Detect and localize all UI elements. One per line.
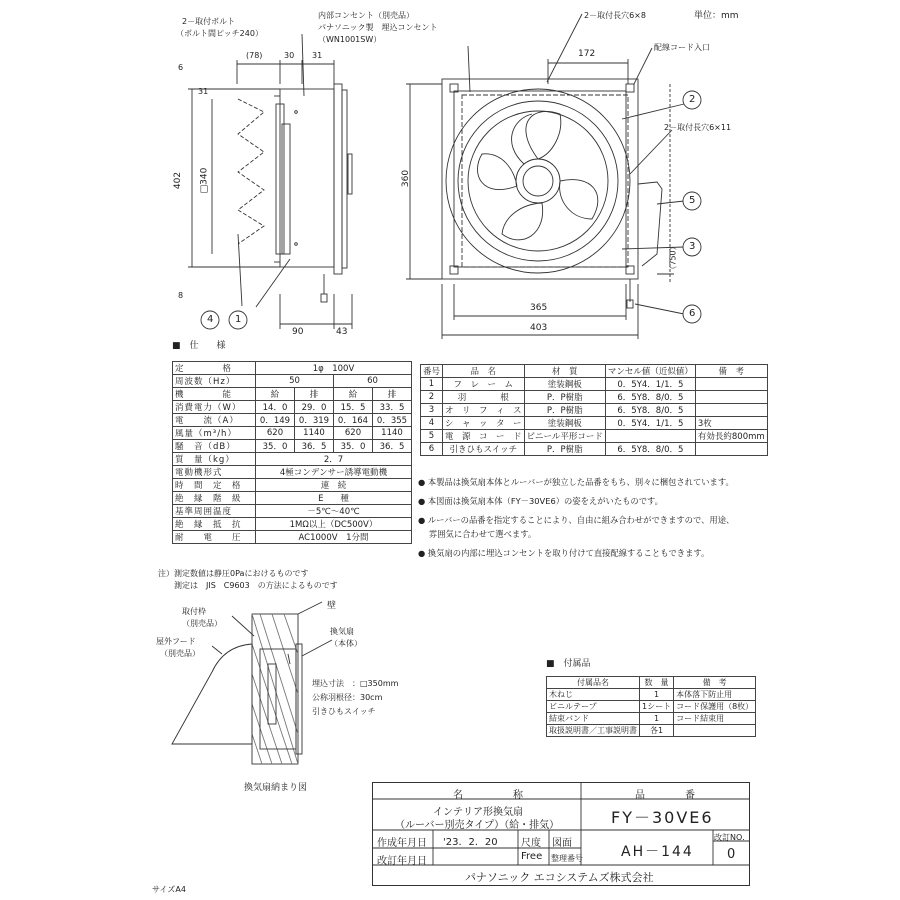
table-row: 2 羽 根 P．P樹脂 6．5Y8．8/0．5 [421, 391, 768, 404]
title-name-line1: インテリア形換気扇 [433, 807, 523, 818]
balloon-5: 5 [689, 195, 696, 206]
title-scale-value: Free [521, 851, 543, 862]
table-row: 電動機形式 4極コンデンサー誘導電動機 [173, 466, 412, 479]
table-row: 6 引きひもスイッチ P．P樹脂 6．5Y8．8/0．5 [421, 443, 768, 456]
table-row: 定 格 1φ 100V [173, 362, 412, 375]
title-company: パナソニック エコシステムズ株式会社 [465, 871, 654, 884]
table-header-row: 付属品名 数 量 備 考 [547, 677, 756, 689]
table-row: 耐 電 圧 AC1000V 1分間 [173, 531, 412, 544]
table-row: 機 能 給 排 給 排 [173, 388, 412, 401]
table-header-row: 番号 品 名 材 質 マンセル値（近似値） 備 考 [421, 365, 768, 378]
title-created-label: 作成年月日 [377, 838, 427, 849]
table-row: 基準周囲温度 －5℃～40℃ [173, 505, 412, 518]
note-3: ● ルーバーの品番を指定することにより、自由に組み合わせができますので、用途、 [418, 515, 735, 525]
table-row: 時 間 定 格 連 続 [173, 479, 412, 492]
balloon-2: 2 [689, 94, 696, 105]
parts-table [420, 364, 768, 456]
table-row: 3 オ リ フ ィ ス P．P樹脂 6．5Y8．8/0．5 [421, 404, 768, 417]
callout-cord-inlet: 配線コード入口 [654, 43, 710, 52]
install-hood-label: 屋外フード [156, 637, 196, 646]
dim-78: (78) [246, 51, 263, 60]
table-row: 絶 縁 抵 抗 1MΩ以上（DC500V） [173, 518, 412, 531]
title-product-label: 品 番 [635, 790, 695, 801]
dim-365: 365 [530, 303, 548, 313]
spec-title: ■ 仕 様 [172, 341, 226, 351]
callout-bolt: 2－取付ボルト [182, 17, 236, 26]
dim-750: （750） [668, 242, 678, 274]
table-row: 5 電 源 コ ー ド ビニール平形コード 有効長約800mm [421, 430, 768, 443]
install-frame-label: 取付枠 [182, 607, 206, 616]
accessories-title: ■ 付属品 [546, 659, 591, 669]
paper-size: サイズA4 [152, 885, 186, 894]
callout-outlet-maker: パナソニック製 埋込コンセント [318, 23, 438, 32]
install-spec-1: 埋込寸法 ：□350mm [312, 679, 399, 688]
callout-bolt-pitch: （ボルト間ピッチ240） [176, 29, 263, 38]
unit-label: 単位：mm [694, 11, 739, 21]
spec-note-1: 注）測定数値は静圧0Paにおけるものです [158, 569, 309, 578]
callout-outlet-model: （WN1001SW） [318, 35, 382, 44]
table-row: 周波数（Hz） 50 60 [173, 375, 412, 388]
callout-outlet: 内部コンセント（別売品） [318, 11, 414, 20]
table-row: 絶 縁 階 級 E 種 [173, 492, 412, 505]
balloon-6: 6 [689, 308, 696, 319]
install-caption: 換気扇納まり図 [244, 783, 308, 793]
dim-172: 172 [578, 49, 596, 59]
install-wall-label: 壁 [327, 601, 337, 611]
table-row: ビニルテープ 1シート コード保護用（8枚） [547, 701, 756, 713]
install-spec-3: 引きひもスイッチ [312, 707, 376, 716]
dim-31: 31 [312, 51, 323, 60]
note-1: ● 本製品は換気扇本体とルーバーが独立した品番をもち、別々に梱包されています。 [418, 477, 734, 487]
dim-360: 360 [401, 169, 412, 188]
title-mgmt-label: 整理番号 [551, 854, 583, 863]
dim-90: 90 [292, 327, 304, 337]
table-row: 木ねじ 1 本体落下防止用 [547, 689, 756, 701]
install-hood-sub: （別売品） [160, 649, 200, 658]
drawing-sheet [152, 4, 765, 884]
table-row: 取扱説明書／工事説明書 各1 [547, 725, 756, 737]
title-drawing-label: 図面 [552, 838, 572, 849]
title-revision-label: 改訂NO． [714, 833, 751, 842]
callout-slot-side: 2－取付長穴6×11 [664, 123, 732, 132]
accessories-table [546, 676, 756, 737]
table-row: 4 シ ャ ッ タ ー 塗装鋼板 0．5Y4．1/1．5 3枚 [421, 417, 768, 430]
front-view [406, 11, 684, 339]
dim-31v: 31 [198, 87, 209, 96]
table-row: 質 量（kg） 2．7 [173, 453, 412, 466]
install-fan-sub: （本体） [330, 639, 362, 648]
dim-d340: □340 [199, 167, 210, 194]
dim-402: 402 [173, 171, 184, 190]
note-4: ● 換気扇の内部に埋込コンセントを取り付けて直接配線することもできます。 [418, 548, 710, 558]
spec-table [172, 361, 412, 544]
dim-6: 6 [178, 63, 184, 72]
note-3-cont: 雰囲気に合わせて選べます。 [418, 529, 537, 539]
balloon-4: 4 [207, 314, 214, 325]
dim-403: 403 [530, 323, 548, 333]
title-drawing-no: AH－144 [621, 844, 694, 860]
table-row: 消費電力（W） 14．0 29．0 15．5 33．5 [173, 401, 412, 414]
title-product-no: FY－30VE6 [611, 808, 714, 827]
dim-43: 43 [336, 327, 348, 337]
table-row: 1 フ レ ー ム 塗装鋼板 0．5Y4．1/1．5 [421, 378, 768, 391]
title-name-line2: （ルーバー別売タイプ）（給・排気） [395, 820, 560, 831]
title-scale-label: 尺度 [521, 838, 541, 849]
title-block [372, 782, 750, 886]
title-revised-label: 改訂年月日 [377, 856, 427, 867]
table-row: 風量（m³/h） 620 1140 620 1140 [173, 427, 412, 440]
title-created-date: '23．2．20 [443, 837, 498, 848]
side-view [188, 34, 352, 329]
install-frame-sub: （別売品） [182, 619, 222, 628]
table-row: 電 流（A） 0．149 0．319 0．164 0．355 [173, 414, 412, 427]
dim-8: 8 [178, 291, 184, 300]
spec-note-2: 測定は JIS C9603 の方法によるものです [158, 581, 338, 590]
title-revision-no: 0 [727, 847, 736, 862]
install-spec-2: 公称羽根径：30cm [312, 693, 383, 702]
table-row: 結束バンド 1 コード結束用 [547, 713, 756, 725]
balloon-3: 3 [689, 241, 696, 252]
install-fan-label: 換気扇 [330, 627, 354, 636]
title-name-label: 名 称 [453, 790, 523, 801]
balloon-1: 1 [235, 314, 242, 325]
callout-slot-top: 2－取付長穴6×8 [584, 11, 646, 20]
note-2: ● 本図面は換気扇本体（FY－30VE6）の姿をえがいたものです。 [418, 496, 663, 506]
table-row: 騒 音（dB） 35．0 36．5 35．0 36．5 [173, 440, 412, 453]
dim-30: 30 [284, 51, 295, 60]
